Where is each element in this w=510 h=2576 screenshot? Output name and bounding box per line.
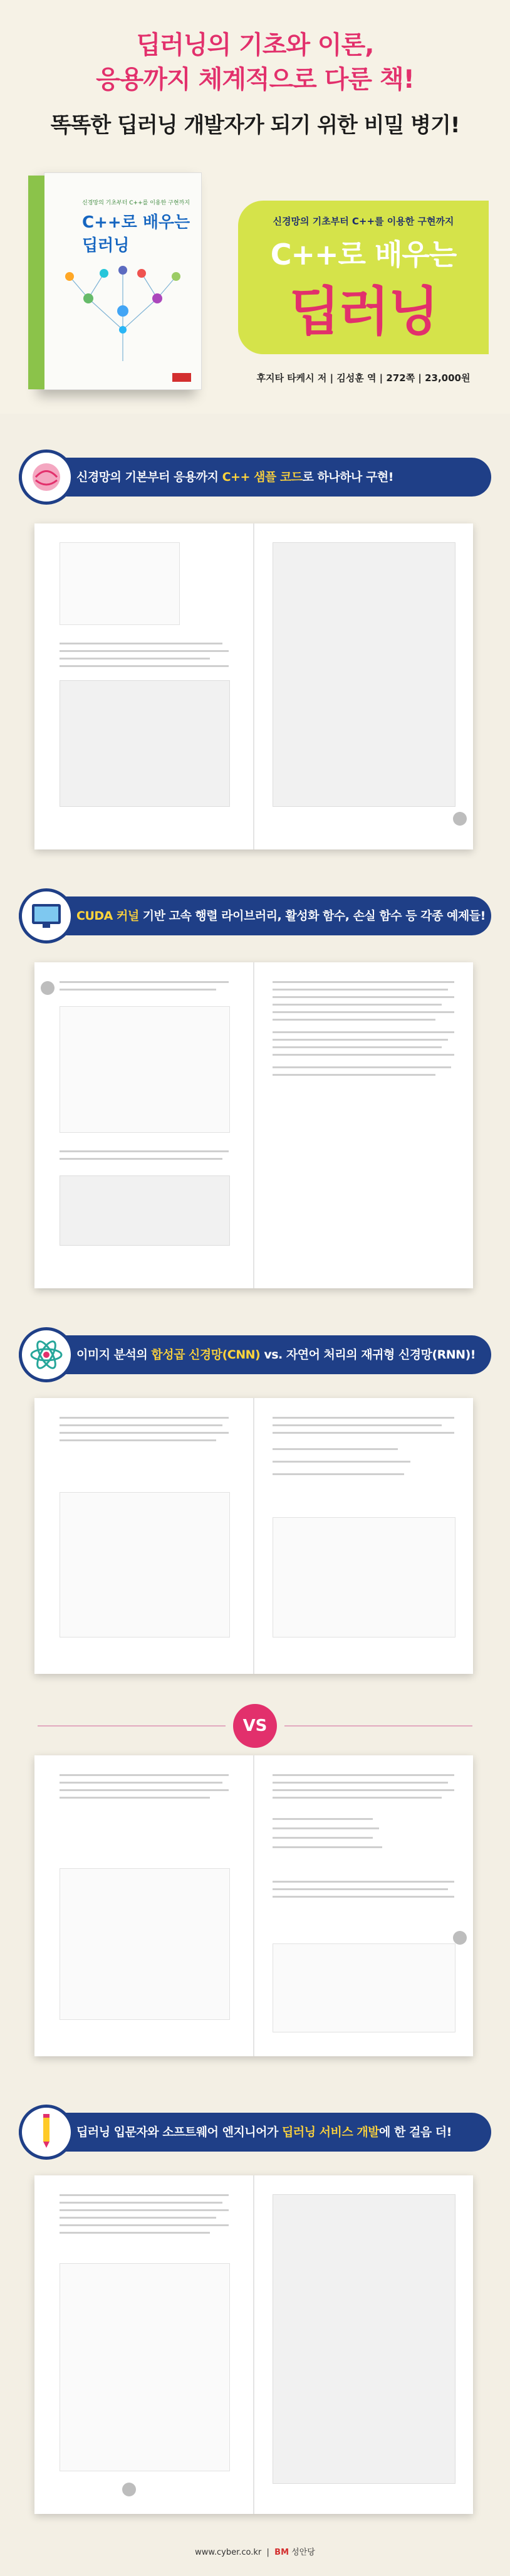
- book-spread: [34, 523, 473, 849]
- publisher-name: 성안당: [291, 2548, 315, 2557]
- banner-text-highlight: 합성곱 신경망(CNN): [151, 1348, 261, 1362]
- book-spread: [34, 962, 473, 1288]
- feature-banner-text: [76, 896, 484, 935]
- book-spread-rnn: [34, 1755, 473, 2056]
- feature-banner-text: [76, 1335, 484, 1374]
- banner-text-post: vs. 자연어 처리의 재귀형 신경망(RNN)!: [260, 1348, 476, 1362]
- publisher-logo: [172, 373, 191, 382]
- footer: www.cyber.co.kr | BM 성안당: [195, 2548, 315, 2557]
- banner-text-post: 에 한 걸음 더!: [379, 2125, 452, 2139]
- book-cover-title: C++로 배우는 딥러닝: [82, 213, 190, 255]
- vs-badge: VS: [233, 1704, 277, 1748]
- monitor-icon: [19, 888, 74, 944]
- book-cover-tagline: 신경망의 기초부터 C++를 이용한 구현까지: [82, 200, 190, 206]
- banner-text-pre: 딥러닝 입문자와 소프트웨어 엔지니어가: [76, 2125, 282, 2139]
- hero-header: [0, 0, 510, 414]
- banner-text-pre: 이미지 분석의: [76, 1348, 152, 1362]
- book-spread-cnn: [34, 1398, 473, 1674]
- promo-title-main: 딥러닝: [289, 281, 438, 342]
- pencil-icon: [19, 2105, 74, 2160]
- feature-banner-text: [76, 458, 484, 497]
- feature-section-1: [0, 439, 510, 878]
- book-cover: [44, 172, 202, 390]
- publisher-url[interactable]: www.cyber.co.kr: [195, 2548, 262, 2557]
- banner-text-post: 로 하나하나 구현!: [302, 470, 393, 484]
- feature-section-2: [0, 878, 510, 1317]
- vs-divider-right: [284, 1725, 472, 1727]
- hero-headline-3: 똑똑한 딥러닝 개발자가 되기 위한 비밀 병기!: [50, 113, 460, 138]
- publisher-badge: BM: [274, 2548, 289, 2557]
- promo-panel: [238, 201, 489, 354]
- feature-section-4: [0, 2094, 510, 2533]
- atom-icon: [19, 1327, 74, 1382]
- banner-text-highlight: CUDA 커널: [76, 909, 139, 923]
- neural-network-icon: [57, 261, 189, 367]
- brain-icon: [19, 449, 74, 505]
- banner-text-highlight: C++ 샘플 코드: [222, 470, 303, 484]
- feature-banner-text: [76, 2113, 484, 2152]
- book-spread: [34, 2175, 473, 2514]
- vs-divider-left: [38, 1725, 226, 1727]
- book-meta: 후지타 타케시 저 | 김성훈 역 | 272쪽 | 23,000원: [256, 372, 471, 384]
- hero-headline-1: 딥러닝의 기초와 이론,: [136, 31, 374, 60]
- promo-title-top: C++로 배우는: [270, 238, 457, 271]
- promo-subtitle: 신경망의 기초부터 C++를 이용한 구현까지: [273, 216, 454, 227]
- feature-section-3: [0, 1317, 510, 2088]
- book-spine: [28, 176, 44, 389]
- banner-text-pre: 신경망의 기본부터 응용까지: [76, 470, 222, 484]
- banner-text-highlight: 딥러닝 서비스 개발: [281, 2125, 380, 2139]
- banner-text-post: 기반 고속 행렬 라이브러리, 활성화 함수, 손실 함수 등 각종 예제들!: [138, 909, 486, 923]
- hero-headline-2: 응용까지 체계적으로 다룬 책!: [96, 65, 414, 94]
